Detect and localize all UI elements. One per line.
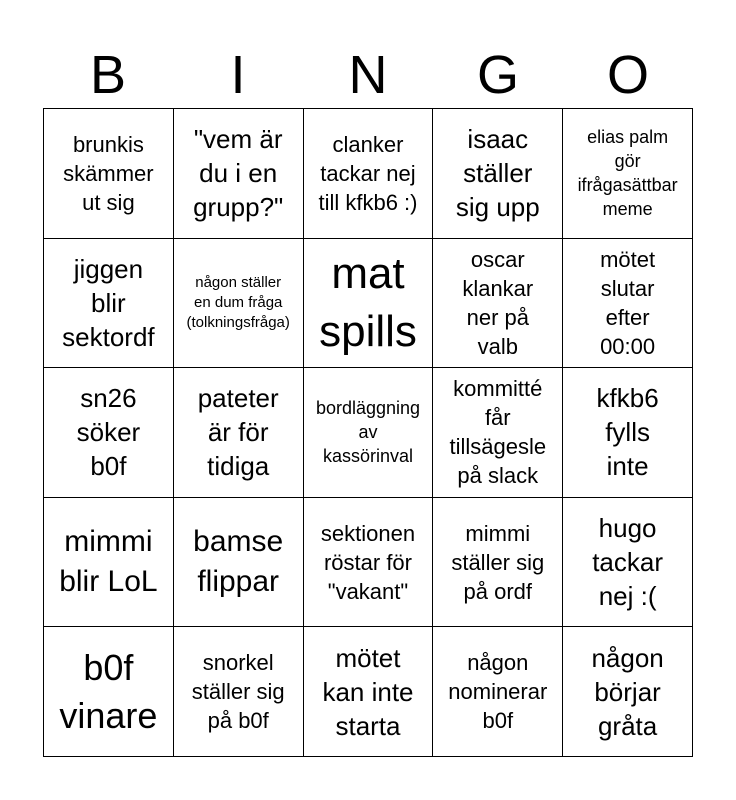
header-letter-g: G (476, 45, 519, 105)
header-letter-o: O (606, 45, 649, 105)
bingo-cell[interactable] (563, 368, 693, 498)
cell-text: någon ställer en dum fråga (tolkningsfråga) (186, 273, 290, 331)
header-letter-n: N (348, 45, 388, 105)
bingo-cell[interactable] (44, 498, 174, 628)
bingo-cell[interactable] (433, 627, 563, 757)
cell-text: bordläggning av kassörinval (315, 398, 421, 467)
cell-text: bamse flippar (193, 525, 284, 599)
bingo-cell[interactable] (304, 498, 434, 628)
cell-text: jiggen blir sektordf (62, 253, 155, 352)
bingo-cell[interactable] (174, 239, 304, 369)
cell-text: mimmi blir LoL (59, 525, 158, 599)
cell-text: sektionen röstar för "vakant" (320, 520, 416, 604)
header-letter-b: B (89, 45, 127, 105)
bingo-cell[interactable] (563, 239, 693, 369)
bingo-cell[interactable] (433, 498, 563, 628)
cell-text: någon börjar gråta (591, 642, 664, 741)
bingo-cell[interactable] (433, 239, 563, 369)
bingo-cell[interactable] (174, 498, 304, 628)
bingo-cell[interactable] (44, 368, 174, 498)
cell-text: kfkb6 fylls inte (596, 383, 659, 482)
bingo-header (43, 42, 693, 108)
cell-text: pateter är för tidiga (197, 383, 279, 482)
bingo-cell[interactable] (44, 239, 174, 369)
cell-text: någon nominerar b0f (448, 650, 548, 734)
cell-text: elias palm gör ifrågasättbar meme (577, 127, 678, 220)
cell-text: mat spills (319, 248, 417, 356)
cell-text: isaac ställer sig upp (455, 124, 540, 223)
bingo-cell[interactable] (304, 368, 434, 498)
cell-text: "vem är du i en grupp?" (193, 124, 284, 223)
bingo-cell[interactable] (174, 109, 304, 239)
bingo-cell[interactable] (563, 109, 693, 239)
bingo-cell[interactable] (304, 239, 434, 369)
bingo-cell[interactable] (433, 109, 563, 239)
header-letter-i: I (230, 45, 246, 105)
cell-text: hugo tackar nej :( (592, 513, 663, 612)
bingo-grid (43, 108, 693, 757)
bingo-cell[interactable] (44, 109, 174, 239)
bingo-cell[interactable] (174, 368, 304, 498)
bingo-cell[interactable] (304, 627, 434, 757)
cell-text: b0f vinare (59, 646, 158, 736)
bingo-cell[interactable] (563, 498, 693, 628)
bingo-cell[interactable] (563, 627, 693, 757)
cell-text: mötet kan inte starta (322, 642, 414, 741)
bingo-cell[interactable] (44, 627, 174, 757)
cell-text: sn26 söker b0f (76, 383, 141, 482)
bingo-cell[interactable] (304, 109, 434, 239)
cell-text: oscar klankar ner på valb (462, 246, 534, 359)
cell-text: mimmi ställer sig på ordf (451, 520, 545, 604)
cell-text: mötet slutar efter 00:00 (600, 246, 656, 359)
cell-text: brunkis skämmer ut sig (63, 131, 154, 215)
cell-text: snorkel ställer sig på b0f (191, 650, 285, 734)
bingo-cell[interactable] (433, 368, 563, 498)
bingo-cell[interactable] (174, 627, 304, 757)
cell-text: kommitté får tillsägesle på slack (449, 376, 547, 489)
cell-text: clanker tackar nej till kfkb6 :) (318, 131, 418, 215)
